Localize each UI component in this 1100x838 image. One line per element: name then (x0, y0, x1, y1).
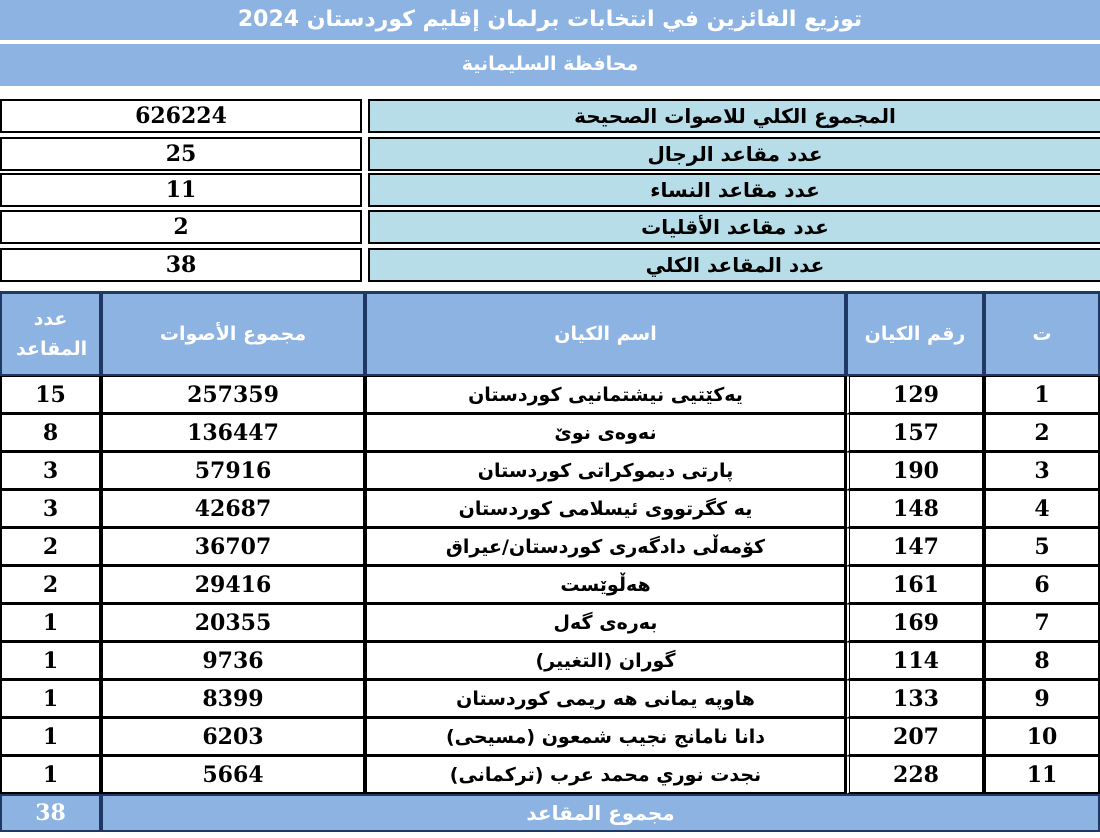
cell-entity-name: بەرەی گەل (365, 604, 846, 642)
summary-value: 38 (0, 248, 362, 282)
cell-index: 6 (984, 566, 1100, 604)
cell-seats: 1 (0, 642, 101, 680)
cell-votes: 20355 (101, 604, 365, 642)
cell-index: 4 (984, 490, 1100, 528)
cell-entity-number: 157 (846, 414, 984, 452)
cell-seats: 8 (0, 414, 101, 452)
cell-seats: 15 (0, 376, 101, 414)
cell-entity-name: دانا نامانج نجيب شمعون (مسيحی) (365, 718, 846, 756)
cell-votes: 9736 (101, 642, 365, 680)
table-row (0, 452, 1100, 490)
cell-seats: 2 (0, 528, 101, 566)
page-subtitle: محافظة السليمانية (0, 44, 1100, 86)
table-row (0, 490, 1100, 528)
table-row (0, 642, 1100, 680)
cell-entity-name: یە کگرتووی ئیسلامی کوردستان (365, 490, 846, 528)
table-row (0, 528, 1100, 566)
cell-index: 7 (984, 604, 1100, 642)
cell-entity-number: 228 (846, 756, 984, 794)
cell-votes: 29416 (101, 566, 365, 604)
cell-votes: 8399 (101, 680, 365, 718)
summary-value: 2 (0, 210, 362, 244)
table-row (0, 566, 1100, 604)
cell-votes: 42687 (101, 490, 365, 528)
cell-entity-number: 207 (846, 718, 984, 756)
cell-index: 8 (984, 642, 1100, 680)
cell-votes: 57916 (101, 452, 365, 490)
cell-entity-number: 129 (846, 376, 984, 414)
table-row (0, 680, 1100, 718)
cell-votes: 5664 (101, 756, 365, 794)
cell-seats: 1 (0, 680, 101, 718)
cell-entity-name: هەڵوێست (365, 566, 846, 604)
summary-label: المجموع الكلي للاصوات الصحيحة (368, 99, 1100, 133)
table-row (0, 604, 1100, 642)
cell-entity-number: 190 (846, 452, 984, 490)
summary-row-valid-votes (0, 99, 1100, 133)
table-header-row (0, 291, 1100, 376)
cell-entity-number: 148 (846, 490, 984, 528)
cell-entity-name: یەکێتیی نیشتمانیی کوردستان (365, 376, 846, 414)
cell-votes: 257359 (101, 376, 365, 414)
column-header-entity-name: اسم الكيان (365, 291, 846, 376)
cell-entity-name: گوران (التغيير) (365, 642, 846, 680)
total-row (0, 794, 1100, 832)
cell-index: 2 (984, 414, 1100, 452)
table-row (0, 414, 1100, 452)
page-title: توزيع الفائزين في انتخابات برلمان إقليم كوردستان 2024 (0, 0, 1100, 40)
column-header-index: ت (984, 291, 1100, 376)
cell-seats: 2 (0, 566, 101, 604)
summary-value: 626224 (0, 99, 362, 133)
cell-seats: 1 (0, 604, 101, 642)
column-header-votes: مجموع الأصوات (101, 291, 365, 376)
total-label: مجموع المقاعد (101, 794, 1100, 832)
summary-label: عدد المقاعد الكلي (368, 248, 1100, 282)
cell-entity-number: 114 (846, 642, 984, 680)
total-seats: 38 (0, 794, 101, 832)
results-table (0, 291, 1100, 832)
summary-row-minority-seats (0, 210, 1100, 244)
cell-entity-number: 169 (846, 604, 984, 642)
cell-index: 5 (984, 528, 1100, 566)
cell-votes: 136447 (101, 414, 365, 452)
cell-index: 1 (984, 376, 1100, 414)
cell-entity-name: نجدت نوري محمد عرب (تركمانی) (365, 756, 846, 794)
cell-entity-name: پارتی دیموکراتی کوردستان (365, 452, 846, 490)
column-header-seats: عدد المقاعد (0, 291, 101, 376)
summary-row-women-seats (0, 173, 1100, 207)
summary-value: 11 (0, 173, 362, 207)
table-row (0, 756, 1100, 794)
summary-row-total-seats (0, 248, 1100, 282)
table-row (0, 718, 1100, 756)
cell-index: 3 (984, 452, 1100, 490)
cell-index: 9 (984, 680, 1100, 718)
summary-value: 25 (0, 137, 362, 171)
cell-entity-number: 133 (846, 680, 984, 718)
cell-entity-name: کۆمەڵی دادگەری کوردستان/عیراق (365, 528, 846, 566)
summary-label: عدد مقاعد الرجال (368, 137, 1100, 171)
cell-entity-number: 161 (846, 566, 984, 604)
cell-seats: 1 (0, 718, 101, 756)
cell-votes: 6203 (101, 718, 365, 756)
cell-votes: 36707 (101, 528, 365, 566)
table-row (0, 376, 1100, 414)
cell-seats: 3 (0, 490, 101, 528)
cell-entity-name: نەوەی نوێ (365, 414, 846, 452)
cell-seats: 1 (0, 756, 101, 794)
summary-label: عدد مقاعد الأقليات (368, 210, 1100, 244)
summary-row-men-seats (0, 137, 1100, 171)
cell-seats: 3 (0, 452, 101, 490)
summary-label: عدد مقاعد النساء (368, 173, 1100, 207)
cell-entity-name: هاوپە یمانی هە ریمی کوردستان (365, 680, 846, 718)
cell-index: 10 (984, 718, 1100, 756)
cell-index: 11 (984, 756, 1100, 794)
cell-entity-number: 147 (846, 528, 984, 566)
column-header-entity-number: رقم الكيان (846, 291, 984, 376)
